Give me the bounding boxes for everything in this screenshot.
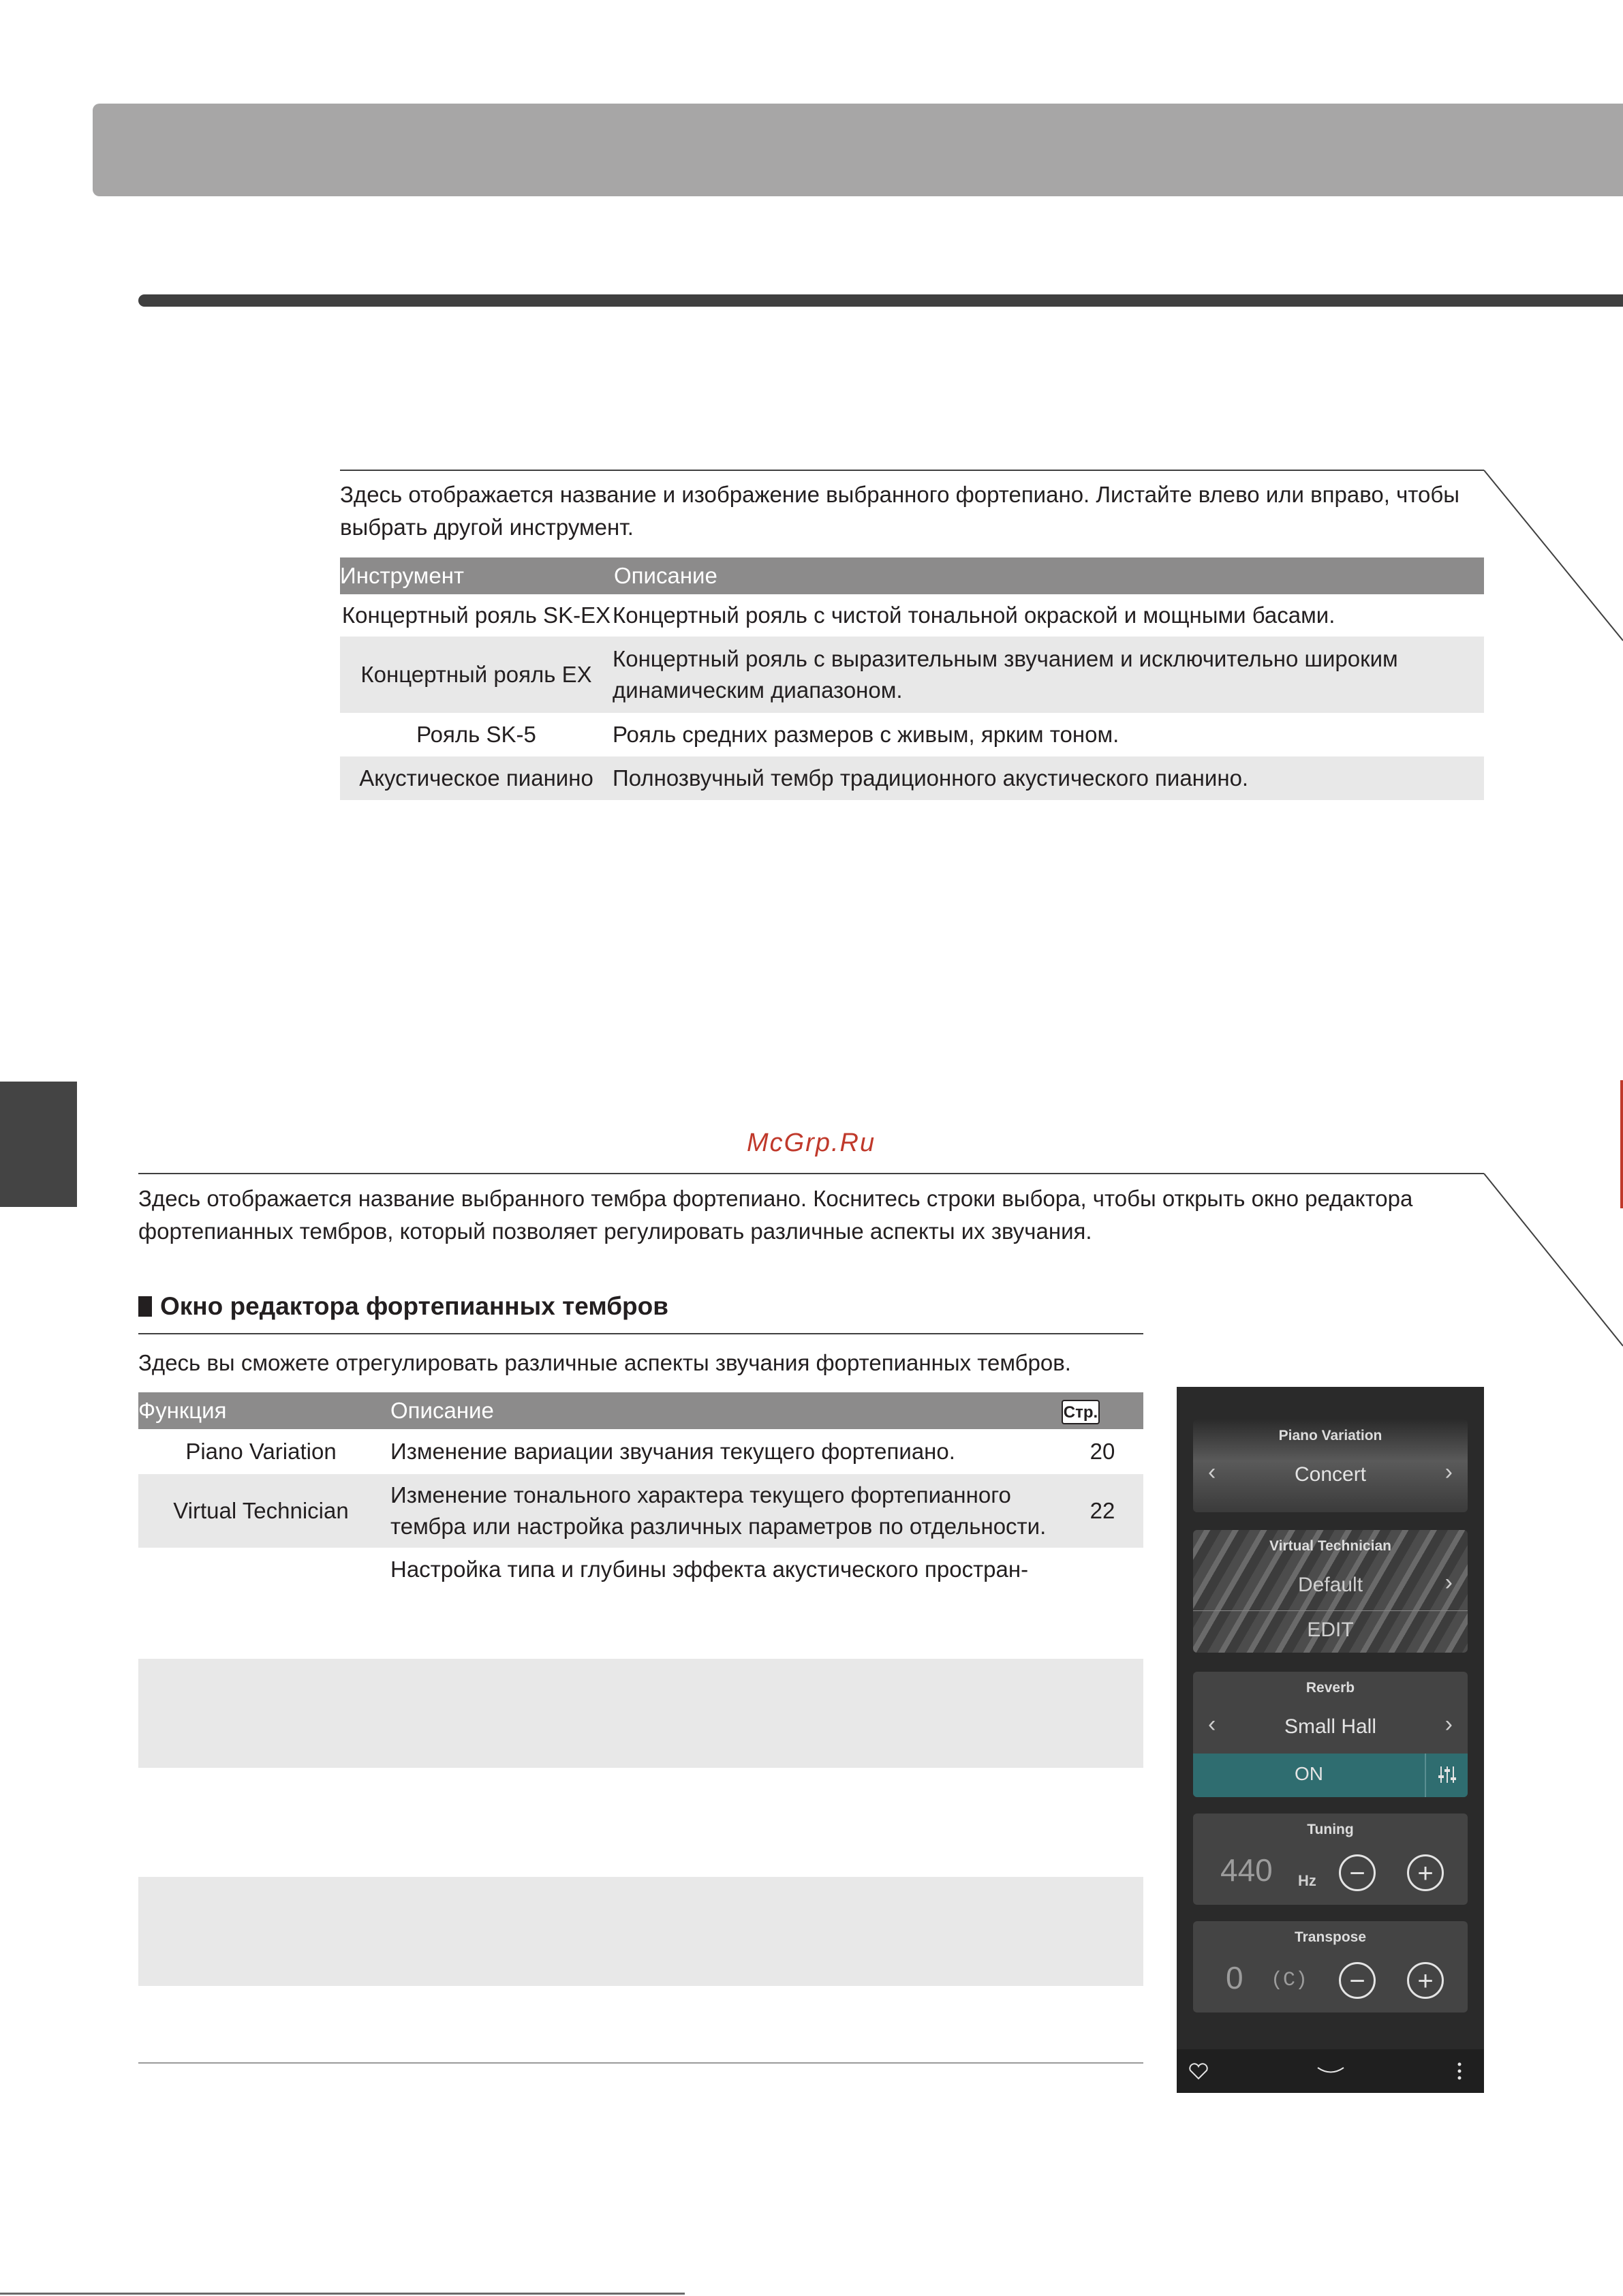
chevron-right-icon[interactable]: › — [1444, 1459, 1453, 1485]
table-row-blank — [138, 1659, 1143, 1768]
callout-diagonal-top — [1484, 470, 1623, 641]
piano-variation-title: Piano Variation — [1278, 1428, 1382, 1443]
app-screenshot — [1177, 1387, 1484, 2093]
instrument-table — [340, 557, 1484, 800]
plus-button[interactable]: + — [1407, 1854, 1444, 1891]
description-line: тембра или настройка различных параметров по отдельности. — [390, 1514, 1047, 1539]
settings-sliders-icon[interactable] — [1437, 1764, 1457, 1785]
instrument-name: Акустическое пианино — [340, 756, 613, 800]
col-header-instrument: Инструмент — [340, 557, 613, 594]
more-vertical-icon[interactable] — [1456, 2060, 1463, 2082]
function-name: Virtual Technician — [138, 1474, 384, 1548]
instrument-name: Концертный рояль EX — [340, 637, 613, 713]
minus-button[interactable]: − — [1339, 1962, 1376, 1999]
virtual-technician-card[interactable] — [1193, 1530, 1468, 1653]
col-header-description: Описание — [384, 1392, 1062, 1429]
transpose-value: 0 — [1226, 1960, 1243, 1995]
reverb-card[interactable] — [1193, 1672, 1468, 1797]
table-row — [138, 1429, 1143, 1474]
transpose-card — [1193, 1921, 1468, 2012]
reverb-value: Small Hall — [1284, 1715, 1377, 1738]
intro-line-1: Здесь отображается название и изображение выбранного фортепиано. Листайте влево или вправо, чтобы — [340, 482, 1459, 507]
description-line: Концертный рояль с выразительным звучанием и исключительно широким — [613, 646, 1398, 671]
reverb-toggle[interactable] — [1193, 1754, 1468, 1797]
heading-underline — [138, 1333, 1143, 1334]
callout-diagonal-middle — [1484, 1174, 1623, 1346]
chevron-down-icon[interactable] — [1316, 2066, 1345, 2077]
chevron-left-icon[interactable]: ‹ — [1208, 1711, 1216, 1737]
editor-heading-text: Окно редактора фортепианных тембров — [160, 1292, 668, 1320]
editor-heading — [138, 1292, 668, 1321]
page-number: 22 — [1062, 1474, 1143, 1548]
tuning-card — [1193, 1813, 1468, 1905]
table-row — [340, 713, 1484, 756]
page-book-icon: Стр. — [1062, 1400, 1100, 1424]
piano-variation-value: Concert — [1294, 1463, 1367, 1486]
function-name — [138, 1548, 384, 1591]
reverb-toggle-label: ON — [1295, 1763, 1323, 1784]
intro-paragraph — [340, 478, 1485, 544]
function-description: Настройка типа и глубины эффекта акустического простран- — [390, 1557, 1029, 1582]
instrument-description: Полнозвучный тембр традиционного акустического пианино. — [613, 756, 1484, 800]
chevron-left-icon[interactable]: ‹ — [1208, 1459, 1216, 1485]
editor-intro: Здесь вы сможете отрегулировать различные аспекты звучания фортепианных тембров. — [138, 1350, 1071, 1375]
function-name: Piano Variation — [185, 1439, 337, 1464]
heading-bullet-icon — [138, 1296, 152, 1317]
page-bottom-rule — [0, 2293, 685, 2295]
table-row — [340, 594, 1484, 637]
col-header-page — [1062, 1392, 1143, 1429]
card-divider — [1193, 1610, 1468, 1611]
sound-paragraph — [138, 1182, 1474, 1248]
col-header-description: Описание — [613, 557, 1484, 594]
table-row — [340, 756, 1484, 800]
col-header-function: Функция — [138, 1392, 384, 1429]
virtual-technician-value: Default — [1297, 1574, 1363, 1596]
function-description — [384, 1474, 1062, 1548]
app-bottom-bar — [1177, 2049, 1484, 2093]
table-bottom-rule — [138, 2062, 1143, 2064]
table-row — [138, 1474, 1143, 1548]
tuning-unit: Hz — [1298, 1872, 1316, 1889]
editor-table — [138, 1392, 1143, 1591]
tuning-value: 440 — [1220, 1852, 1273, 1888]
instrument-description — [613, 637, 1484, 713]
instrument-name: Рояль SK-5 — [416, 722, 536, 747]
transpose-key: (C) — [1271, 1969, 1308, 1992]
page-number: 20 — [1089, 1439, 1115, 1464]
chevron-right-icon[interactable]: › — [1444, 1570, 1453, 1595]
plus-button[interactable]: + — [1407, 1962, 1444, 1999]
intro-line-2: выбрать другой инструмент. — [340, 515, 634, 540]
table-row — [340, 637, 1484, 713]
page-number — [1062, 1548, 1143, 1591]
toggle-divider — [1425, 1754, 1426, 1797]
virtual-technician-title: Virtual Technician — [1269, 1538, 1391, 1554]
tuning-title: Tuning — [1307, 1822, 1354, 1837]
minus-button[interactable]: − — [1339, 1854, 1376, 1891]
instrument-name: Концертный рояль SK-EX — [341, 602, 611, 628]
sound-line-2: фортепианных тембров, который позволяет регулировать различные аспекты их звучания. — [138, 1219, 1092, 1244]
description-line: динамическим диапазоном. — [613, 677, 903, 703]
description-line: Изменение тонального характера текущего фортепианного — [390, 1482, 1011, 1507]
table-row — [138, 1548, 1143, 1591]
instrument-description: Рояль средних размеров с живым, ярким тоном. — [613, 722, 1119, 747]
edit-button[interactable]: EDIT — [1307, 1619, 1354, 1641]
watermark: McGrp.Ru — [747, 1129, 876, 1157]
piano-variation-card[interactable] — [1193, 1420, 1468, 1512]
transpose-title: Transpose — [1294, 1929, 1367, 1945]
sound-line-1: Здесь отображается название выбранного тембра фортепиано. Коснитесь строки выбора, чтобы открыть окно редактора — [138, 1186, 1413, 1211]
table-row-blank — [138, 1877, 1143, 1986]
reverb-title: Reverb — [1305, 1680, 1355, 1696]
heart-icon[interactable] — [1188, 2062, 1209, 2081]
chevron-right-icon[interactable]: › — [1444, 1711, 1453, 1737]
instrument-description: Концертный рояль с чистой тональной окраской и мощными басами. — [613, 602, 1335, 628]
function-description: Изменение вариации звучания текущего фортепиано. — [390, 1439, 955, 1464]
